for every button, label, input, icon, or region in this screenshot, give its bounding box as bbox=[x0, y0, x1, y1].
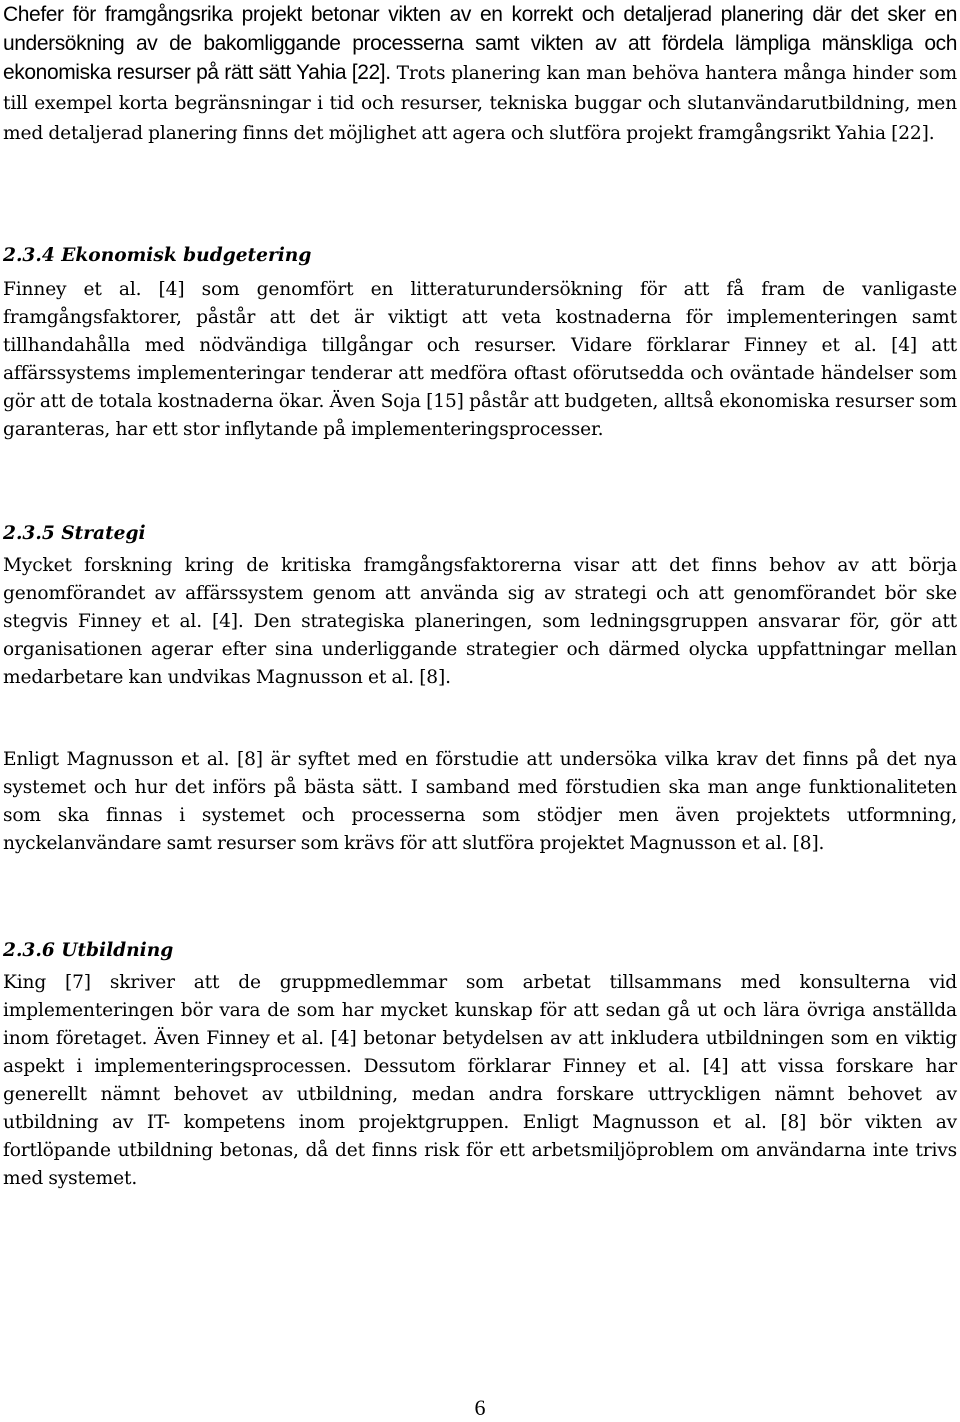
intro-paragraph-serif-part: Trots planering kan man behöva hantera många hinder som till exempel korta begränsningar i tid och resurser, tekniska buggar och slutanvändarutbildning, men med detaljerad planering finns det möjlighet att agera och slutföra projekt framgångsrikt Yahia [22]. bbox=[3, 63, 957, 144]
section-heading-ekonomisk-budgetering: 2.3.4 Ekonomisk budgetering bbox=[3, 245, 312, 266]
paragraph-strategi-1: Mycket forskning kring de kritiska framgångsfaktorerna visar att det finns behov av att börja genomförandet av affärssystem genom att använda sig av strategi och att genomförandet bör ske stegvis Finney et al. [4]. Den strategiska planeringen, som ledningsgruppen ansvarar för, gör att organisationen agerar efter sina underliggande strategier och därmed olycka uppfattningar mellan medarbetare kan undvikas Magnusson et al. [8]. bbox=[3, 555, 957, 688]
paragraph-strategi-2: Enligt Magnusson et al. [8] är syftet med en förstudie att undersöka vilka krav det finns på det nya systemet och hur det införs på bästa sätt. I samband med förstudien ska man ange funktionaliteten som ska finnas i systemet och processerna som stödjer men även projektets utformning, nyckelanvändare samt resurser som krävs för att slutföra projektet Magnusson et al. [8]. bbox=[3, 749, 957, 854]
section-heading-strategi: 2.3.5 Strategi bbox=[3, 523, 146, 544]
paragraph-utbildning: King [7] skriver att de gruppmedlemmar som arbetat tillsammans med konsulterna vid implementeringen bör vara de som har mycket kunskap för att sedan gå ut och lära övriga anställda inom företaget. Även Finney et al. [4] betonar betydelsen av att inkludera utbildningen som en viktig aspekt i implementeringsprocessen. Dessutom förklarar Finney et al. [4] att vissa forskare har generellt nämnt behovet av utbildning, medan andra forskare uttryckligen nämnt behovet av utbildning av IT- kompetens inom projektgruppen. Enligt Magnusson et al. [8] bör vikten av fortlöpande utbildning betonas, då det finns risk för ett arbetsmiljöproblem om användarna inte trivs med systemet. bbox=[3, 972, 957, 1189]
paragraph-ekonomisk-budgetering: Finney et al. [4] som genomfört en litteraturundersökning för att få fram de vanligaste framgångsfaktorer, påstår att det är viktigt att veta kostnaderna för implementeringen samt tillhandahålla med nödvändiga tillgångar och resurser. Vidare förklarar Finney et al. [4] att affärssystems implementeringar tenderar att medföra oftast oförutsedda och oväntade händelser som gör att de totala kostnaderna ökar. Även Soja [15] påstår att budgeten, alltså ekonomiska resurser som garanteras, har ett stor inflytande på implementeringsprocesser. bbox=[3, 279, 957, 440]
intro-paragraph-sans-part: Chefer för framgångsrika projekt betonar vikten av en korrekt och detaljerad planering där det sker en undersökning av de bakomliggande processerna samt vikten av att fördela lämpliga mänskliga och ekonomiska resurser på rätt sätt Yahia [22]. bbox=[3, 3, 957, 84]
page-number: 6 bbox=[474, 1395, 486, 1420]
intro-paragraph bbox=[3, 0, 957, 148]
section-heading-utbildning: 2.3.6 Utbildning bbox=[3, 940, 174, 961]
